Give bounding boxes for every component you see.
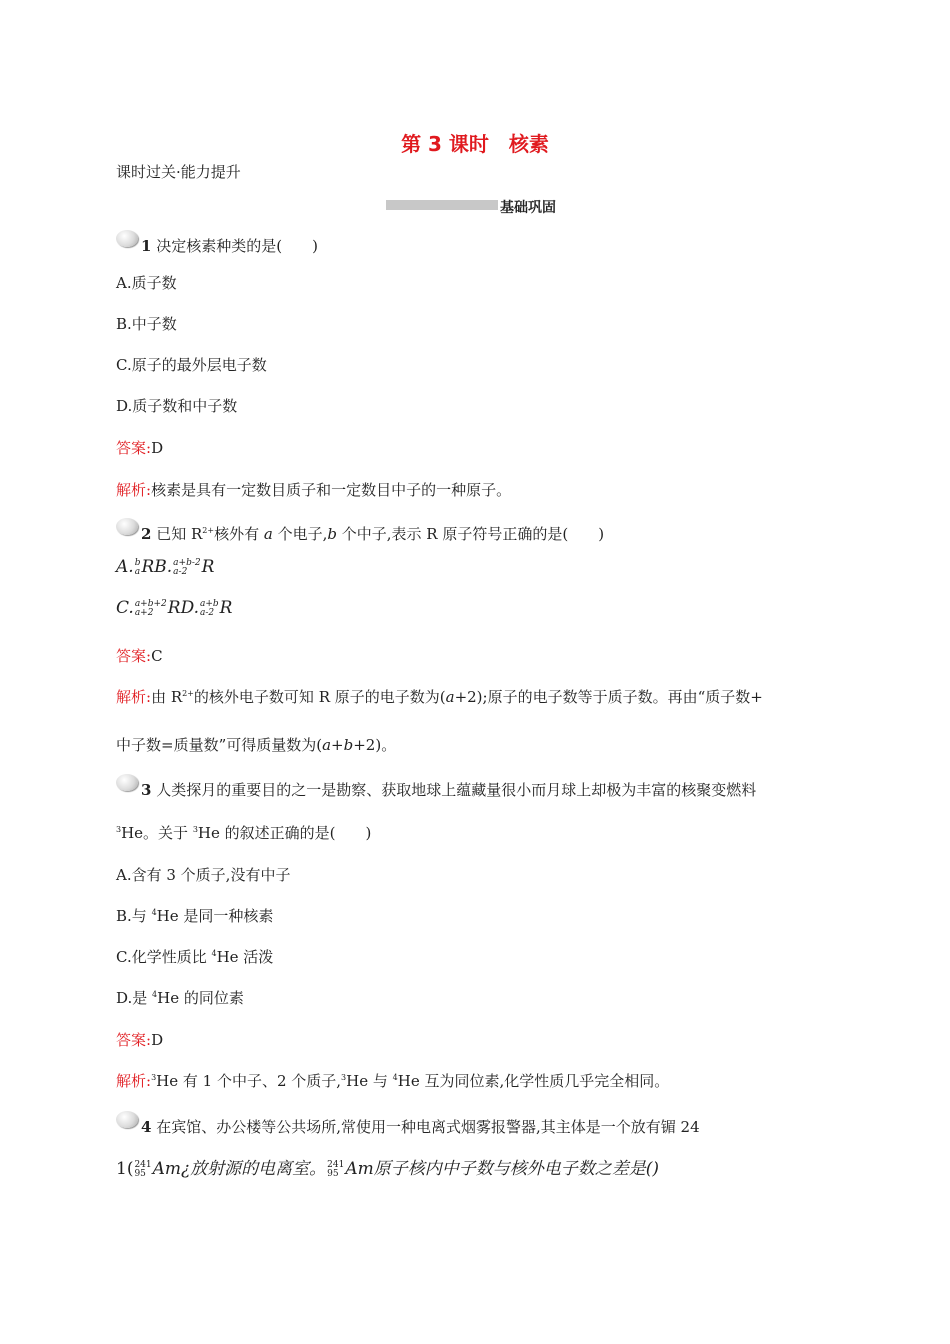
atomic-number: a+2 [134,607,154,618]
q3-answer [116,1029,163,1050]
nuclide-notation [134,1161,151,1179]
mass-superscript: 4 [152,990,158,999]
q1-option-b: B.中子数 [116,315,177,333]
variable-a: a [445,688,455,706]
mass-superscript: 3 [341,1073,347,1082]
element-symbol: R [201,557,215,577]
q2-analysis-line1 [116,686,763,707]
mass-superscript: 4 [392,1073,398,1082]
mass-superscript: 3 [192,825,198,834]
option-text: He 是同一种核素 [156,907,274,925]
variable-b: b [343,736,354,754]
atomic-number: 95 [134,1168,146,1179]
mass-superscript: 3 [116,825,122,834]
stem-part: 个电子, [272,525,328,543]
analysis-text: He 与 [346,1072,393,1090]
answer-label: 答案: [116,1031,152,1049]
question-number: 4 [141,1118,152,1136]
q3-option-a: A.含有 3 个质子,没有中子 [116,866,291,884]
mass-number: 241 [134,1159,152,1170]
question-4-stem-line1 [141,1116,700,1137]
question-number: 2 [141,525,152,543]
analysis-text: 由 R [151,688,183,706]
option-d-label: D. [180,598,199,618]
analysis-text: He 互为同位素,化学性质几乎完全相同。 [397,1072,670,1090]
page-subtitle: 课时过关·能力提升 [116,163,241,181]
option-text: B.与 [116,907,152,925]
analysis-text: + [331,736,344,754]
q3-option-b [116,905,273,926]
section-bar [386,200,498,210]
q2-options-ab [116,557,214,577]
question-badge-icon [116,774,138,791]
answer-value: D [151,439,164,457]
question-text: ¿放射源的电离室。 [181,1159,327,1179]
q3-option-c [116,946,273,967]
atomic-number: a-2 [173,566,188,577]
question-badge-icon [116,230,138,247]
atomic-number: a [134,566,141,577]
analysis-label: 解析: [116,688,152,706]
variable-b: b [327,525,337,543]
element-symbol: R [141,557,155,577]
question-text: 原子核内中子数与核外电子数之差是() [373,1159,660,1179]
analysis-text: 核素是具有一定数目质子和一定数目中子的一种原子。 [151,481,512,499]
element-symbol: Am [345,1159,374,1179]
q2-options-cd [116,598,232,618]
page-title: 第 3 课时 核素 [401,132,549,156]
analysis-text: 中子数=质量数”可得质量数为( [116,736,323,754]
analysis-text: +2);原子的电子数等于质子数。再由“质子数+ [454,688,763,706]
question-text: He。关于 [121,824,193,842]
q1-option-a: A.质子数 [116,274,177,292]
analysis-label: 解析: [116,481,152,499]
mass-superscript: 4 [151,908,157,917]
answer-label: 答案: [116,647,152,665]
q2-answer [116,645,163,666]
mass-number: 241 [327,1159,345,1170]
question-text: He 的叙述正确的是( ) [197,824,372,842]
question-3-stem-line2 [116,822,371,843]
nuclide-notation [200,600,219,618]
q1-analysis [116,479,511,500]
analysis-text: +2)。 [353,736,397,754]
atomic-number: a-2 [200,607,215,618]
q2-analysis-line2 [116,734,396,755]
q3-option-d [116,987,244,1008]
element-symbol: R [167,598,181,618]
question-badge-icon [116,518,138,535]
question-2-stem [141,523,604,544]
element-symbol: Am [152,1159,182,1179]
mass-number: a+b+2 [134,598,167,609]
variable-a: a [263,525,273,543]
option-text: C.化学性质比 [116,948,212,966]
element-symbol: R [219,598,233,618]
option-a-label: A. [116,557,134,577]
mass-superscript: 3 [151,1073,157,1082]
nuclide-notation [135,600,167,618]
stem-part: 核外有 [214,525,264,543]
atomic-number: 95 [327,1168,339,1179]
answer-label: 答案: [116,439,152,457]
mass-superscript: 4 [211,949,217,958]
question-text: 决定核素种类的是( ) [156,237,318,255]
question-number: 1 [141,237,152,255]
stem-part: 个中子,表示 R 原子符号正确的是( ) [336,525,605,543]
analysis-text: 的核外电子数可知 R 原子的电子数为( [193,688,446,706]
variable-a: a [322,736,332,754]
question-1-stem [141,235,318,256]
q1-answer [116,437,163,458]
option-b-label: B. [154,557,173,577]
question-text: 1( [116,1159,134,1179]
question-4-stem-line2 [116,1154,659,1179]
q1-option-d: D.质子数和中子数 [116,397,238,415]
question-text: 在宾馆、办公楼等公共场所,常使用一种电离式烟雾报警器,其主体是一个放有镅 24 [156,1118,700,1136]
option-text: D.是 [116,989,153,1007]
option-text: He 的同位素 [157,989,244,1007]
charge-superscript: 2+ [182,689,194,698]
answer-value: C [151,647,163,665]
mass-number: b [134,557,141,568]
section-title: 基础巩固 [500,200,556,216]
question-text: 人类探月的重要目的之一是勘察、获取地球上蕴藏量很小而月球上却极为丰富的核聚变燃料 [156,781,757,799]
charge-superscript: 2+ [202,526,215,535]
mass-number: a+b [200,598,219,609]
nuclide-notation [135,559,141,577]
analysis-label: 解析: [116,1072,152,1090]
question-badge-icon [116,1111,138,1128]
answer-value: D [151,1031,164,1049]
question-number: 3 [141,781,152,799]
q3-analysis [116,1070,669,1091]
question-3-stem-line1 [141,779,756,800]
mass-number: a+b-2 [173,557,201,568]
nuclide-notation [327,1161,344,1179]
q1-option-c: C.原子的最外层电子数 [116,356,267,374]
option-text: He 活泼 [216,948,274,966]
analysis-text: He 有 1 个中子、2 个质子, [156,1072,342,1090]
option-c-label: C. [116,598,134,618]
stem-part: 已知 R [156,525,203,543]
nuclide-notation [173,559,200,577]
